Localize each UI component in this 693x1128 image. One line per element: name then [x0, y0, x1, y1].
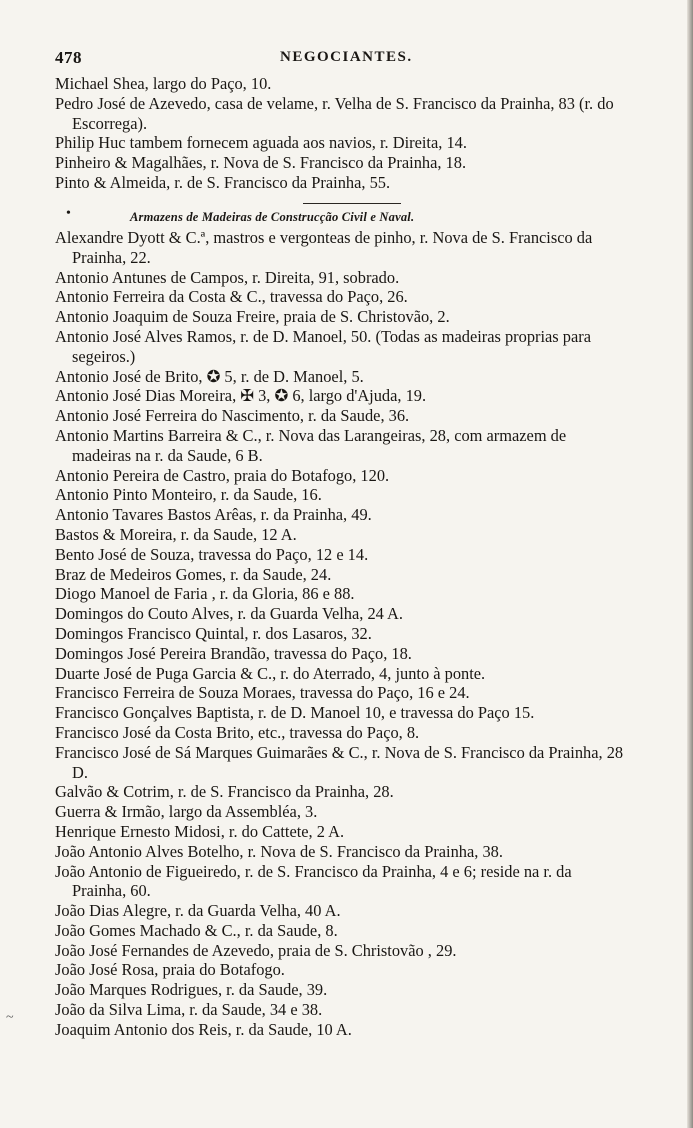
- directory-entry: Antonio Martins Barreira & C., r. Nova das Larangeiras, 28, com armazem de madeiras na r. da Saude, 6 B.: [55, 425, 567, 465]
- section-entries: [55, 228, 625, 1040]
- running-title: NEGOCIANTES.: [280, 49, 413, 65]
- directory-entry: João Antonio Alves Botelho, r. Nova de S. Francisco da Prainha, 38.: [55, 841, 503, 861]
- directory-entry: Guerra & Irmão, largo da Assembléa, 3.: [55, 802, 318, 822]
- page-header: [55, 48, 615, 70]
- page-edge-shadow: [687, 0, 693, 1128]
- page-number: 478: [55, 48, 82, 67]
- directory-entry: Braz de Medeiros Gomes, r. da Saude, 24.: [55, 564, 332, 584]
- top-entries: [55, 74, 625, 193]
- directory-entry: Henrique Ernesto Midosi, r. do Cattete, 2 A.: [55, 821, 345, 841]
- directory-entry: Antonio José Ferreira do Nascimento, r. da Saude, 36.: [55, 406, 410, 426]
- section-divider: [303, 203, 401, 204]
- directory-entry: Michael Shea, largo do Paço, 10.: [55, 74, 272, 93]
- directory-entry: Galvão & Cotrim, r. de S. Francisco da Prainha, 28.: [55, 782, 394, 802]
- directory-entry: Antonio Pereira de Castro, praia do Botafogo, 120.: [55, 465, 390, 485]
- directory-entry: Antonio Ferreira da Costa & C., travessa do Paço, 26.: [55, 287, 408, 307]
- directory-entry: Bastos & Moreira, r. da Saude, 12 A.: [55, 524, 297, 544]
- directory-entry: Pedro José de Azevedo, casa de velame, r. Velha de S. Francisco da Prainha, 83 (r. do Escorrega).: [55, 93, 614, 133]
- directory-entry: Antonio Antunes de Campos, r. Direita, 91, sobrado.: [55, 267, 400, 287]
- directory-entry: Pinto & Almeida, r. de S. Francisco da Prainha, 55.: [55, 172, 391, 192]
- directory-entry: João Dias Alegre, r. da Guarda Velha, 40 A.: [55, 901, 341, 921]
- directory-entry: João da Silva Lima, r. da Saude, 34 e 38.: [55, 1000, 323, 1020]
- directory-entry: Joaquim Antonio dos Reis, r. da Saude, 10 A.: [55, 1019, 352, 1039]
- directory-entry: Francisco Gonçalves Baptista, r. de D. Manoel 10, e travessa do Paço 15.: [55, 703, 535, 723]
- directory-entry: Pinheiro & Magalhães, r. Nova de S. Francisco da Prainha, 18.: [55, 153, 467, 173]
- directory-entry: Diogo Manoel de Faria , r. da Gloria, 86 e 88.: [55, 584, 355, 604]
- directory-entry: João José Fernandes de Azevedo, praia de S. Christovão , 29.: [55, 940, 457, 960]
- directory-entry: Antonio Tavares Bastos Arêas, r. da Prainha, 49.: [55, 505, 372, 525]
- directory-entry: Antonio José Alves Ramos, r. de D. Manoel, 50. (Todas as madeiras proprias para segeiros.): [55, 326, 591, 366]
- directory-entry: Domingos Francisco Quintal, r. dos Lasaros, 32.: [55, 623, 372, 643]
- directory-entry: João Gomes Machado & C., r. da Saude, 8.: [55, 920, 338, 940]
- directory-entry: Francisco José da Costa Brito, etc., travessa do Paço, 8.: [55, 722, 420, 742]
- directory-entry: João Marques Rodrigues, r. da Saude, 39.: [55, 980, 328, 1000]
- directory-entry: Antonio José de Brito, ✪ 5, r. de D. Manoel, 5.: [55, 366, 364, 386]
- section-heading: Armazens de Madeiras de Construcção Civil e Naval.: [130, 210, 415, 224]
- margin-mark: ~: [6, 1010, 14, 1025]
- directory-entry: João Antonio de Figueiredo, r. de S. Francisco da Prainha, 4 e 6; reside na r. da Prainha, 60.: [55, 861, 572, 901]
- directory-entry: Domingos do Couto Alves, r. da Guarda Velha, 24 A.: [55, 604, 403, 624]
- directory-entry: Philip Huc tambem fornecem aguada aos navios, r. Direita, 14.: [55, 133, 467, 153]
- directory-entry: Alexandre Dyott & C.ª, mastros e vergonteas de pinho, r. Nova de S. Francisco da Prainha, 22.: [55, 228, 593, 267]
- directory-entry: Duarte José de Puga Garcia & C., r. do Aterrado, 4, junto à ponte.: [55, 663, 486, 683]
- directory-entry: Bento José de Souza, travessa do Paço, 12 e 14.: [55, 544, 369, 564]
- directory-entry: João José Rosa, praia do Botafogo.: [55, 960, 285, 980]
- directory-entry: Francisco Ferreira de Souza Moraes, travessa do Paço, 16 e 24.: [55, 683, 470, 703]
- directory-entry: Antonio Pinto Monteiro, r. da Saude, 16.: [55, 485, 322, 505]
- directory-entry: Antonio Joaquim de Souza Freire, praia de S. Christovão, 2.: [55, 307, 450, 327]
- directory-entry: Francisco José de Sá Marques Guimarães & C., r. Nova de S. Francisco da Prainha, 28 D.: [55, 742, 624, 782]
- directory-entry: Domingos José Pereira Brandão, travessa do Paço, 18.: [55, 643, 412, 663]
- margin-dot: •: [66, 206, 71, 221]
- directory-entry: Antonio José Dias Moreira, ✠ 3, ✪ 6, largo d'Ajuda, 19.: [55, 386, 427, 406]
